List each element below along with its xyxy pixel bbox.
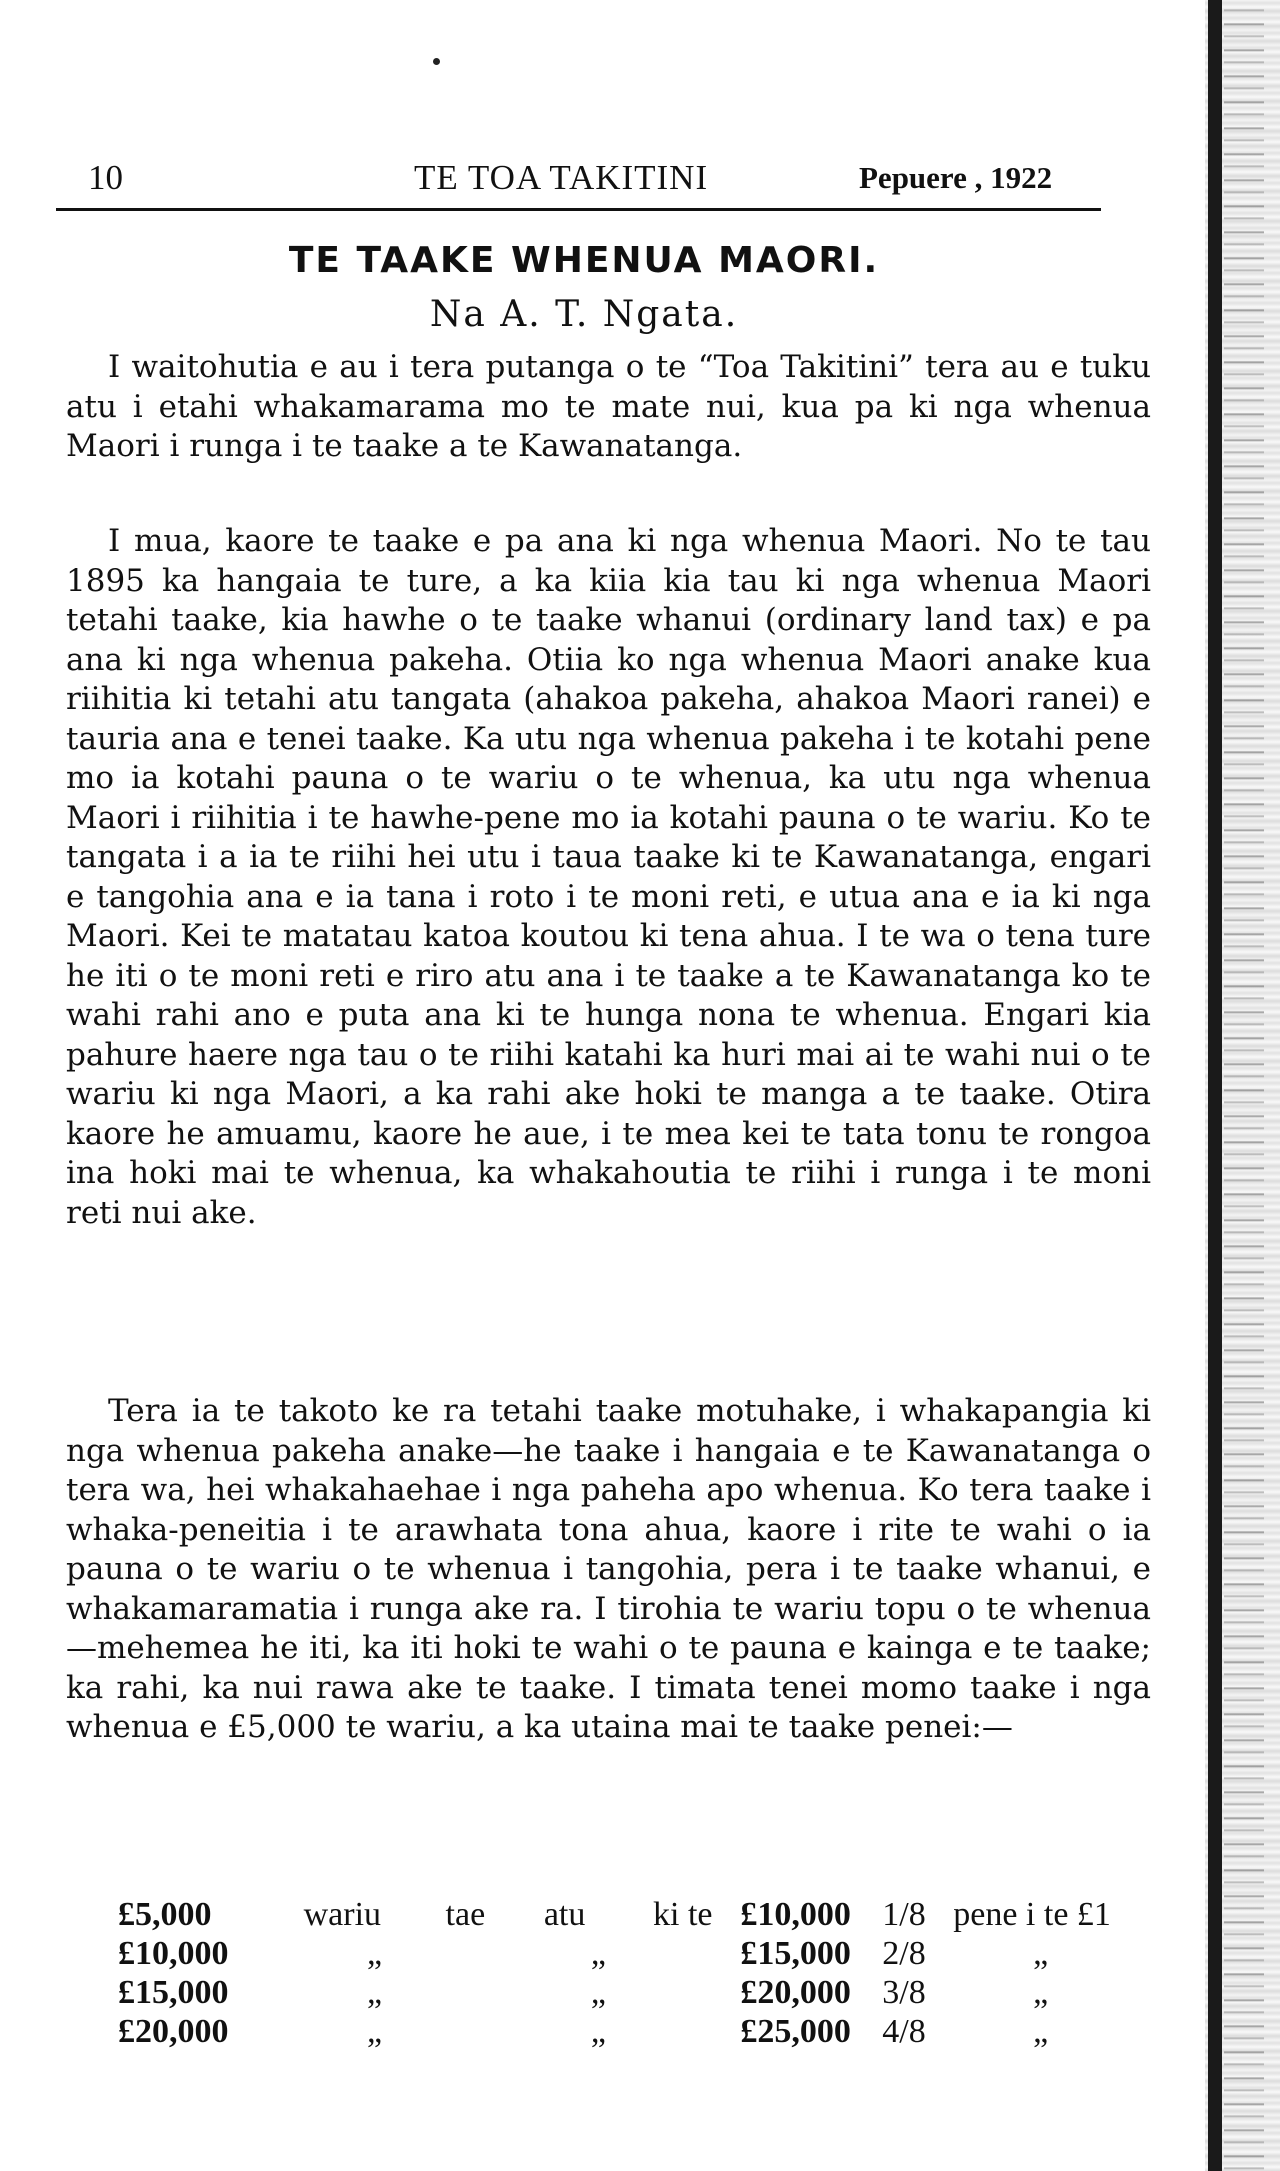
ditto-mark: „	[1033, 1974, 1049, 2011]
paragraph-text: Tera ia te takoto ke ra tetahi taake motuhake, i whakapangia ki nga whenua pakeha anake—he taake i hangaia e te Kawanatanga o tera wa, hei whakahaehae i nga paheha apo whenua. Ko tera taake i whaka-peneitia i te arawhata tona ahua, kaore i rite te wahi o ia pauna o te wariu o te whenua i tangohia, pera i te taake whanui, e whakamaramatia i runga ake ra. I tirohia te wariu topu o te whenua—mehemea he iti, ka iti hoki te wahi o te pauna e kainga e te taake; ka rahi, ka nui rawa ake te taake. I timata tenei momo taake i nga whenua e £5,000 te wariu, a ka utaina mai te taake penei:—	[66, 1393, 1151, 1745]
page-edge-texture	[1224, 0, 1264, 2171]
col-ki-te	[653, 1973, 740, 2012]
rate-unit: pene i te £1	[953, 1896, 1111, 1933]
article-byline: Na A. T. Ngata.	[429, 294, 739, 335]
ditto-mark: „	[590, 2013, 606, 2050]
col-tae	[446, 1973, 544, 2012]
col-tae	[446, 1934, 544, 1973]
article-paragraph-2	[66, 522, 1151, 1233]
table-row	[118, 1934, 1128, 1973]
col-tae	[446, 2012, 544, 2051]
article-paragraph-3	[66, 1392, 1151, 1748]
ditto-mark: „	[1033, 1935, 1049, 1972]
header-rule	[56, 208, 1101, 211]
ditto-mark: „	[590, 1974, 606, 2011]
value-to: £20,000	[740, 1974, 851, 2011]
issue-date: Pepuere , 1922	[859, 160, 1053, 195]
paragraph-text: I mua, kaore te taake e pa ana ki nga whenua Maori. No te tau 1895 ka hangaia te ture, a ka kiia kia tau ki nga whenua Maori tetahi taake, kia hawhe o te taake whanui (ordinary land tax) e pa ana ki nga whenua pakeha. Otiia ko nga whenua Maori anake kua riihitia ki tetahi atu tangata (ahakoa pakeha, ahakoa Maori ranei) e tauria ana e tenei taake. Ka utu nga whenua pakeha i te kotahi pene mo ia kotahi pauna o te wariu o te whenua, ka utu nga whenua Maori i riihitia i te hawhe-pene mo ia kotahi pauna o te wariu. Ko te tangata i a ia te riihi hei utu i taua taake ki te Kawanatanga, engari e tangohia ana e ia tana i roto i te moni reti, e utua ana e ia ki nga Maori. Kei te matatau katoa koutou ki tena ahua. I te wa o tena ture he iti o te moni reti e riro atu ana i te taake a te Kawanatanga ko te wahi rahi ano e puta ana ki te hunga nona te whenua. Engari kia pahure haere nga tau o te riihi katahi ka huri mai ai te wahi nui o te wariu ki nga Maori, a ka rahi ake hoki te manga a te taake. Otira kaore he amuamu, kaore he aue, i te mea kei te tata tonu te rongoa ina hoki mai te whenua, ka whakahoutia te riihi i runga i te moni reti nui ake.	[66, 523, 1151, 1231]
col-ki-te: ki te	[653, 1896, 713, 1933]
paragraph-text: I waitohutia e au i tera putanga o te “Toa Takitini” tera au e tuku atu i etahi whakamarama mo te mate nui, kua pa ki nga whenua Maori i runga i te taake a te Kawanatanga.	[66, 349, 1151, 464]
table-row	[118, 2012, 1128, 2051]
article-title: TE TAAKE WHENUA MAORI.	[288, 240, 880, 281]
page-edge-binding	[1208, 0, 1222, 2171]
value-from: £5,000	[118, 1896, 212, 1933]
tax-rate-table	[118, 1895, 1128, 2051]
col-tae: tae	[445, 1896, 486, 1933]
page-header	[64, 150, 1104, 206]
value-from: £10,000	[118, 1935, 229, 1972]
rate-fraction: 2/8	[882, 1935, 926, 1972]
page-number: 10	[88, 158, 123, 197]
rate-fraction: 1/8	[882, 1896, 926, 1933]
article-paragraph-1	[66, 348, 1151, 467]
ditto-mark: „	[367, 2013, 383, 2050]
ink-speck	[433, 58, 440, 65]
value-to: £10,000	[740, 1896, 851, 1933]
table-row	[118, 1895, 1128, 1934]
table-row	[118, 1973, 1128, 2012]
ditto-mark: „	[367, 1935, 383, 1972]
col-wariu: wariu	[303, 1896, 382, 1933]
col-ki-te	[653, 2012, 740, 2051]
value-to: £25,000	[740, 2013, 851, 2050]
value-from: £20,000	[118, 2013, 229, 2050]
rate-fraction: 3/8	[882, 1974, 926, 2011]
value-from: £15,000	[118, 1974, 229, 2011]
value-to: £15,000	[740, 1935, 851, 1972]
rate-fraction: 4/8	[882, 2013, 926, 2050]
ditto-mark: „	[1033, 2013, 1049, 2050]
ditto-mark: „	[367, 1974, 383, 2011]
col-ki-te	[653, 1934, 740, 1973]
publication-title: TE TOA TAKITINI	[414, 158, 709, 197]
col-atu: atu	[543, 1896, 586, 1933]
ditto-mark: „	[590, 1935, 606, 1972]
